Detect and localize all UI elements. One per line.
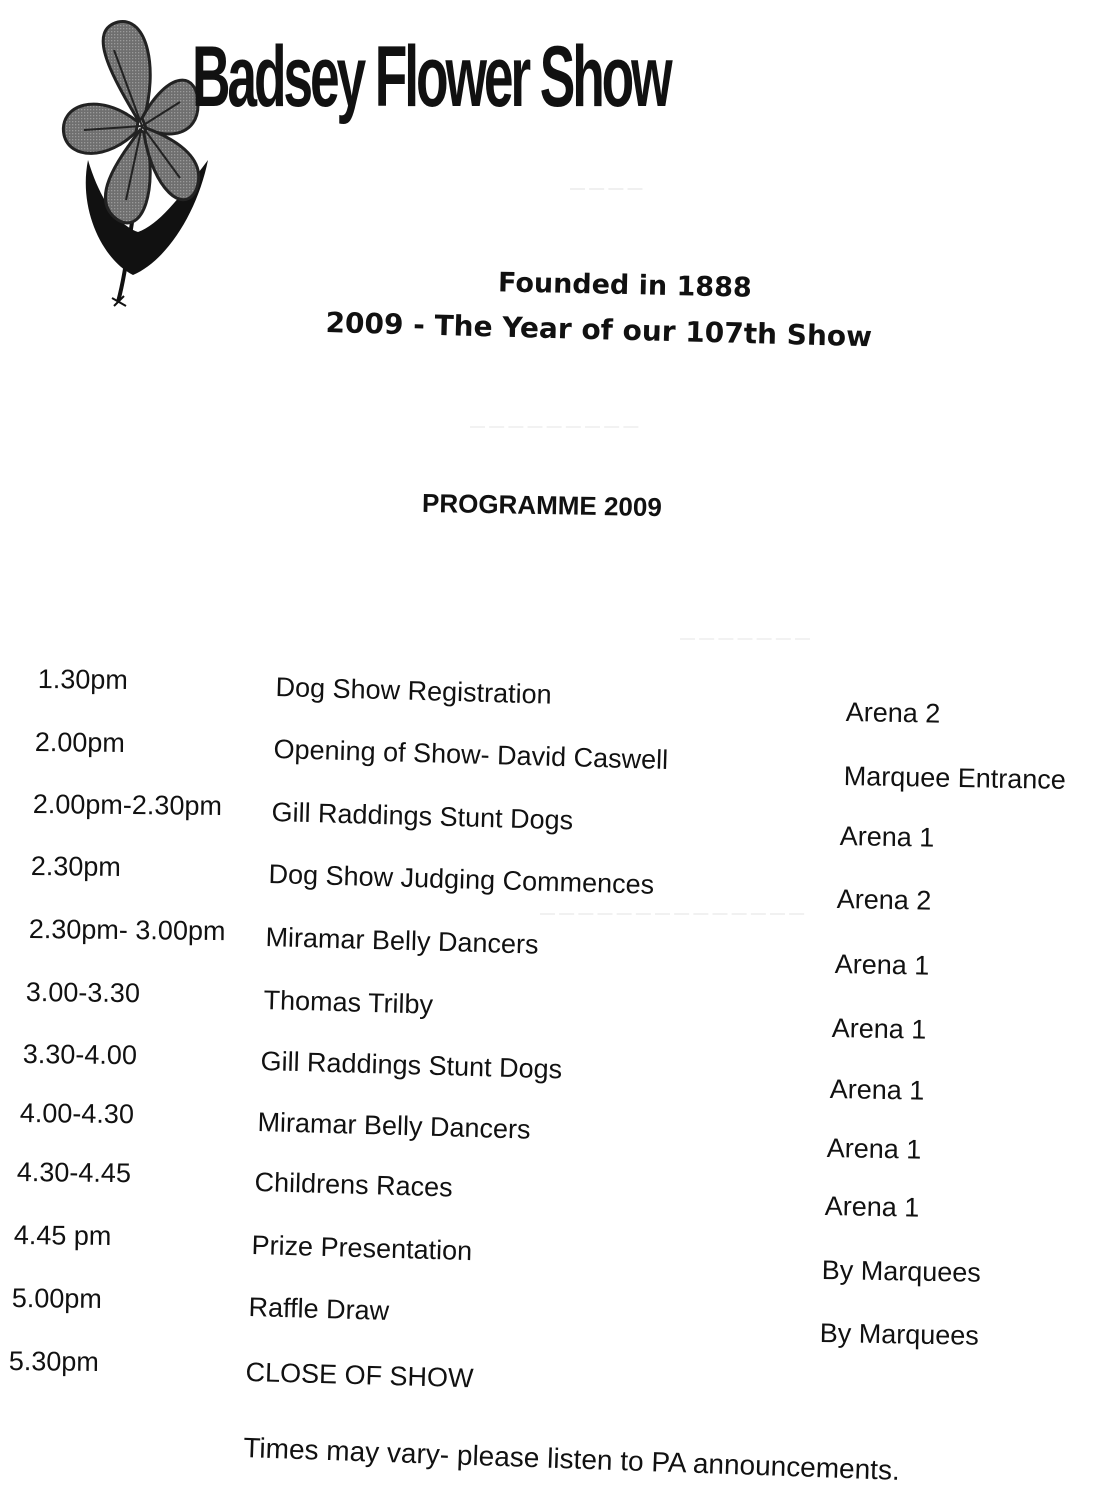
schedule-location: By Marquees	[821, 1255, 982, 1288]
schedule-event: CLOSE OF SHOW	[245, 1357, 474, 1394]
show-through-mark: — — — — — — — — —	[470, 418, 639, 435]
show-through-mark: — — — — — — —	[680, 630, 811, 647]
schedule-event: Gill Raddings Stunt Dogs	[260, 1046, 563, 1085]
schedule-location: By Marquees	[819, 1318, 980, 1351]
schedule-time: 2.30pm	[30, 851, 122, 882]
schedule-event: Opening of Show- David Caswell	[273, 734, 669, 776]
schedule-time: 5.30pm	[8, 1346, 100, 1377]
schedule-event: Gill Raddings Stunt Dogs	[271, 797, 574, 836]
schedule-location: Arena 1	[839, 821, 935, 853]
schedule-event: Miramar Belly Dancers	[265, 922, 539, 960]
schedule-location: Arena 2	[845, 697, 941, 729]
schedule-time: 3.30-4.00	[22, 1039, 138, 1071]
schedule-event: Dog Show Judging Commences	[268, 859, 655, 900]
schedule-time: 2.00pm	[34, 727, 126, 758]
show-through-mark: — — — — — — — — — — — — — —	[540, 905, 805, 922]
schedule-location: Arena 1	[826, 1133, 922, 1165]
schedule-event: Raffle Draw	[248, 1292, 390, 1326]
schedule-time: 2.00pm-2.30pm	[32, 789, 223, 821]
schedule-event: Prize Presentation	[251, 1230, 473, 1267]
schedule-time: 5.00pm	[11, 1283, 103, 1314]
schedule-time: 4.45 pm	[13, 1220, 112, 1252]
schedule-location: Marquee Entrance	[843, 761, 1067, 795]
schedule-event: Dog Show Registration	[275, 672, 553, 710]
schedule-location: Arena 1	[834, 949, 930, 981]
show-name-heading: Badsey Flower Show	[192, 29, 670, 125]
schedule-time: 4.00-4.30	[19, 1098, 135, 1130]
show-through-mark: — — — —	[570, 180, 643, 197]
programme-title: PROGRAMME 2009	[421, 487, 663, 523]
schedule-time: 2.30pm- 3.00pm	[28, 914, 226, 947]
schedule-time: 4.30-4.45	[16, 1157, 132, 1189]
schedule-location: Arena 1	[824, 1191, 920, 1223]
schedule-time: 1.30pm	[37, 664, 129, 695]
footer-note: Times may vary- please listen to PA announcements.	[242, 1432, 901, 1486]
schedule-time: 3.00-3.30	[25, 977, 141, 1009]
schedule-event: Miramar Belly Dancers	[257, 1107, 531, 1145]
schedule-location: Arena 2	[836, 884, 932, 916]
schedule-location: Arena 1	[831, 1013, 927, 1045]
schedule-event: Childrens Races	[254, 1167, 454, 1203]
schedule-event: Thomas Trilby	[263, 985, 434, 1020]
founded-line: Founded in 1888	[497, 267, 753, 304]
year-line: 2009 - The Year of our 107th Show	[325, 306, 873, 354]
schedule-location: Arena 1	[829, 1074, 925, 1106]
